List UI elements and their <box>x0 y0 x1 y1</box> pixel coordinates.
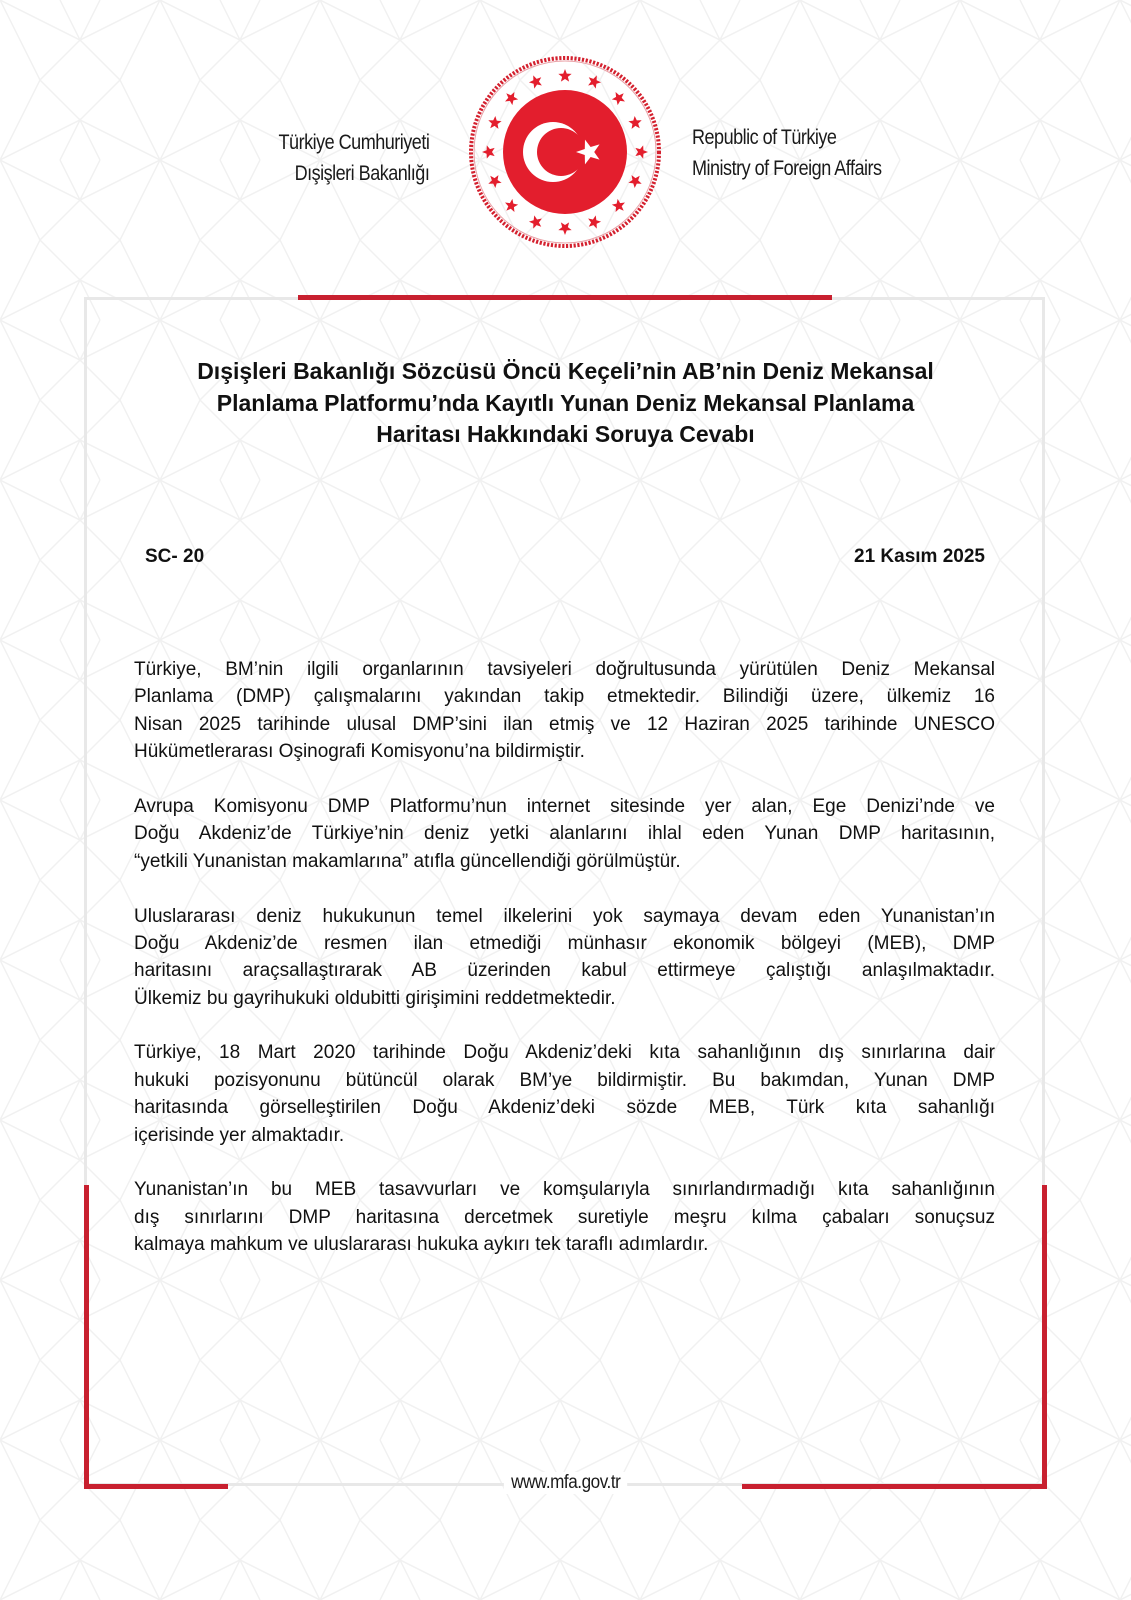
paragraph <box>134 1039 995 1149</box>
seal-star <box>588 215 601 228</box>
text-line: Türkiye, 18 Mart 2020 tarihinde Doğu Akdeniz’deki kıta sahanlığının dış sınırlarına dair <box>134 1042 995 1064</box>
text-line: hukuki pozisyonunu bütüncül olarak BM’ye bildirmiştir. Bu bakımdan, Yunan DMP <box>134 1069 995 1091</box>
website-link[interactable]: www.mfa.gov.tr <box>504 1472 628 1494</box>
text-line: içerisinde yer almaktadır. <box>134 1124 345 1146</box>
state-seal-logo <box>465 55 665 255</box>
left-accent-bar <box>84 1185 89 1489</box>
text-line: Doğu Akdeniz’de resmen ilan etmediği münhasır ekonomik bölgeyi (MEB), DMP <box>134 932 995 954</box>
seal-star <box>505 199 518 212</box>
document-body <box>134 656 995 1286</box>
seal-star <box>529 215 542 228</box>
seal-star <box>488 116 501 129</box>
seal-star <box>529 75 542 88</box>
title-line: Haritası Hakkındaki Soruya Cevabı <box>376 421 755 447</box>
seal-star <box>558 222 571 235</box>
text-line: kalmaya mahkum ve uluslararası hukuka aykırı tek taraflı adımlardır. <box>134 1234 709 1256</box>
seal-star <box>612 199 625 212</box>
text-line: Türkiye, BM’nin ilgili organlarının tavsiyeleri doğrultusunda yürütülen Deniz Mekansal <box>134 659 995 680</box>
seal-star <box>588 75 601 88</box>
text-line: Planlama (DMP) çalışmalarını yakından takip etmektedir. Bilindiği üzere, ülkemiz 16 <box>134 686 995 708</box>
text-line: Nisan 2025 tarihinde ulusal DMP’sini ilan etmiş ve 12 Haziran 2025 tarihinde UNESCO <box>134 713 995 735</box>
text-line: Hükümetlerarası Oşinografi Komisyonu’na bildirmiştir. <box>134 741 585 763</box>
text-line: haritasını araçsallaştırarak AB üzerinden kabul ettirmeye çalıştığı anlaşılmaktadır. <box>134 960 995 982</box>
text-line: dış sınırlarını DMP haritasına dercetmek suretiyle meşru kılma çabaları sonuçsuz <box>134 1206 995 1228</box>
footer <box>0 1472 1131 1494</box>
title-line: Planlama Platformu’nda Kayıtlı Yunan Deniz Mekansal Planlama <box>216 389 915 416</box>
right-accent-bar <box>1042 1185 1047 1489</box>
seal-star <box>488 175 501 188</box>
text-line: Avrupa Komisyonu DMP Platformu’nun internet sitesinde yer alan, Ege Denizi’nde ve <box>134 795 995 817</box>
text-line: haritasında görselleştirilen Doğu Akdeniz’deki sözde MEB, Türk kıta sahanlığı <box>134 1097 995 1119</box>
seal-star <box>558 69 571 82</box>
text-line: Yunanistan’ın bu MEB tasavvurları ve komşularıyla sınırlandırmadığı kıta sahanlığının <box>134 1179 995 1201</box>
ministry-name-turkish <box>278 127 429 189</box>
ministry-name-turkish-line1: Türkiye Cumhuriyeti <box>278 131 429 154</box>
ministry-name-english-line1: Republic of Türkiye <box>692 126 837 149</box>
reference-number: SC- 20 <box>145 546 205 567</box>
paragraph <box>134 903 995 1013</box>
paragraph <box>134 656 995 766</box>
text-line: Doğu Akdeniz’de Türkiye’nin deniz yetki alanlarını ihlal eden Yunan DMP haritasının, <box>134 823 995 845</box>
text-line: Ülkemiz bu gayrihukuki oldubitti girişimini reddetmektedir. <box>134 987 616 1009</box>
paragraph <box>134 1176 995 1258</box>
top-accent-bar <box>298 295 832 300</box>
seal-star <box>505 92 518 105</box>
text-line: “yetkili Yunanistan makamlarına” atıfla güncellendiği görülmüştür. <box>134 850 681 872</box>
seal-star <box>482 145 495 158</box>
ministry-name-turkish-line2: Dışişleri Bakanlığı <box>294 162 429 185</box>
document-date: 21 Kasım 2025 <box>854 546 985 567</box>
seal-star <box>635 145 648 158</box>
ministry-name-english-line2: Ministry of Foreign Affairs <box>692 157 882 180</box>
paragraph <box>134 793 995 875</box>
seal-star <box>612 92 625 105</box>
seal-star <box>628 175 641 188</box>
text-line: Uluslararası deniz hukukunun temel ilkelerini yok saymaya devam eden Yunanistan’ın <box>134 905 995 927</box>
title-line: Dışişleri Bakanlığı Sözcüsü Öncü Keçeli’nin AB’nin Deniz Mekansal <box>197 358 934 384</box>
document-title <box>110 356 1021 451</box>
ministry-name-english <box>692 122 881 184</box>
seal-star <box>628 116 641 129</box>
